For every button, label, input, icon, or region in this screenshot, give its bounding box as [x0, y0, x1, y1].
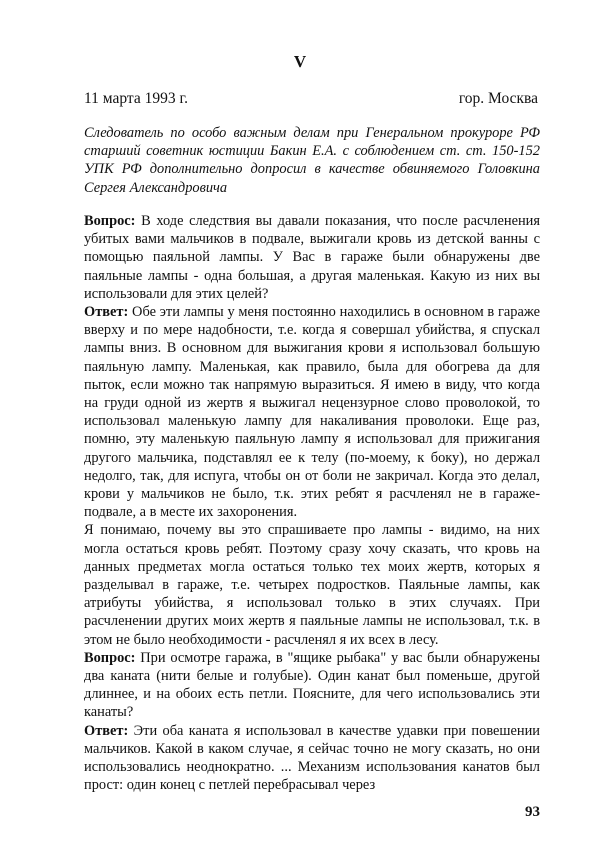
- answer-label: Ответ:: [84, 722, 129, 739]
- paragraph-text: В ходе следствия вы давали показания, что после расчленения убитых вами мальчиков в подвале, выжигали кровь из детской ванны с помощью паяльной лампы. У Вас в гараже были обнаружены две паяльные лампы - одна большая, а другая маленькая. Какую из них вы использовали для этих целей?: [84, 213, 540, 302]
- question-label: Вопрос:: [84, 213, 136, 229]
- page-number: 93: [525, 804, 540, 820]
- paragraph-answer-1-continued: [84, 521, 540, 648]
- interrogation-body: [84, 212, 540, 795]
- date-text: 11 марта 1993 г.: [84, 90, 189, 107]
- dateline: [84, 90, 538, 108]
- place-text: гор. Москва: [458, 90, 538, 107]
- intro-paragraph: Следователь по особо важным делам при Генеральном прокуроре РФ старший советник юстиции Бакин Е.А. с соблюдением ст. ст. 150-152 УПК РФ дополнительно допросил в качестве обвиняемого Головкина Сергея Александровича: [84, 125, 540, 196]
- answer-label: Ответ:: [84, 304, 129, 321]
- paragraph-answer-2: [84, 722, 540, 795]
- paragraph-question-2: [84, 649, 540, 722]
- paragraph-text: Обе эти лампы у меня постоянно находились в основном в гараже вверху и по мере надобности, т.е. когда я совершал убийства, я спускал лампы вниз. В основном для выжигания крови я использовал большую паяльную лампу. Маленькая, как правило, была для обогрева да для пыток, если можно так напрямую выразиться. Я имею в виду, что когда на груди одной из жертв я выжигал нецензурное слово проволокой, то использовал маленькую лампу для накаливания проволоки. Еще раз, помню, эту маленькую паяльную лампу я использовал для прижигания другого мальчика, подставлял ее к телу (по-моему, к боку), но держал недолго, так, для испуга, чтобы он от боли не закричал. Когда это делал, крови у мальчиков не было, т.к. этих ребят я расчленял не в гараже-подвале, а в месте их захоронения.: [84, 304, 540, 521]
- paragraph-question-1: [84, 212, 540, 303]
- chapter-heading: V: [293, 52, 307, 71]
- paragraph-text: При осмотре гаража, в "ящике рыбака" у вас были обнаружены два каната (нити белые и голубые). Один канат был поменьше, другой длиннее, и на обоих есть петли. Поясните, для чего использовались эти канаты?: [84, 649, 540, 721]
- paragraph-text: Эти оба каната я использовал в качестве удавки при повешении мальчиков. Какой в каком случае, я сейчас точно не могу сказать, но они использовались неоднократно. ... Механизм использования канатов был прост: один конец с петлей перебрасывал через: [84, 722, 540, 794]
- paragraph-answer-1: [84, 303, 540, 521]
- paragraph-text: Я понимаю, почему вы это спрашиваете про лампы - видимо, на них могла остаться кровь ребят. Поэтому сразу хочу сказать, что кровь на данных предметах могла остаться только тех моих жертв, которых я разделывал в гараже, т.е. четырех подростков. Паяльные лампы, как атрибуты убийства, я использовал только в этих случаях. При расчленении других моих жертв я паяльные лампы не использовал, т.к. в этом не было необходимости - расчленял я их всех в лесу.: [84, 522, 540, 648]
- question-label: Вопрос:: [84, 649, 136, 666]
